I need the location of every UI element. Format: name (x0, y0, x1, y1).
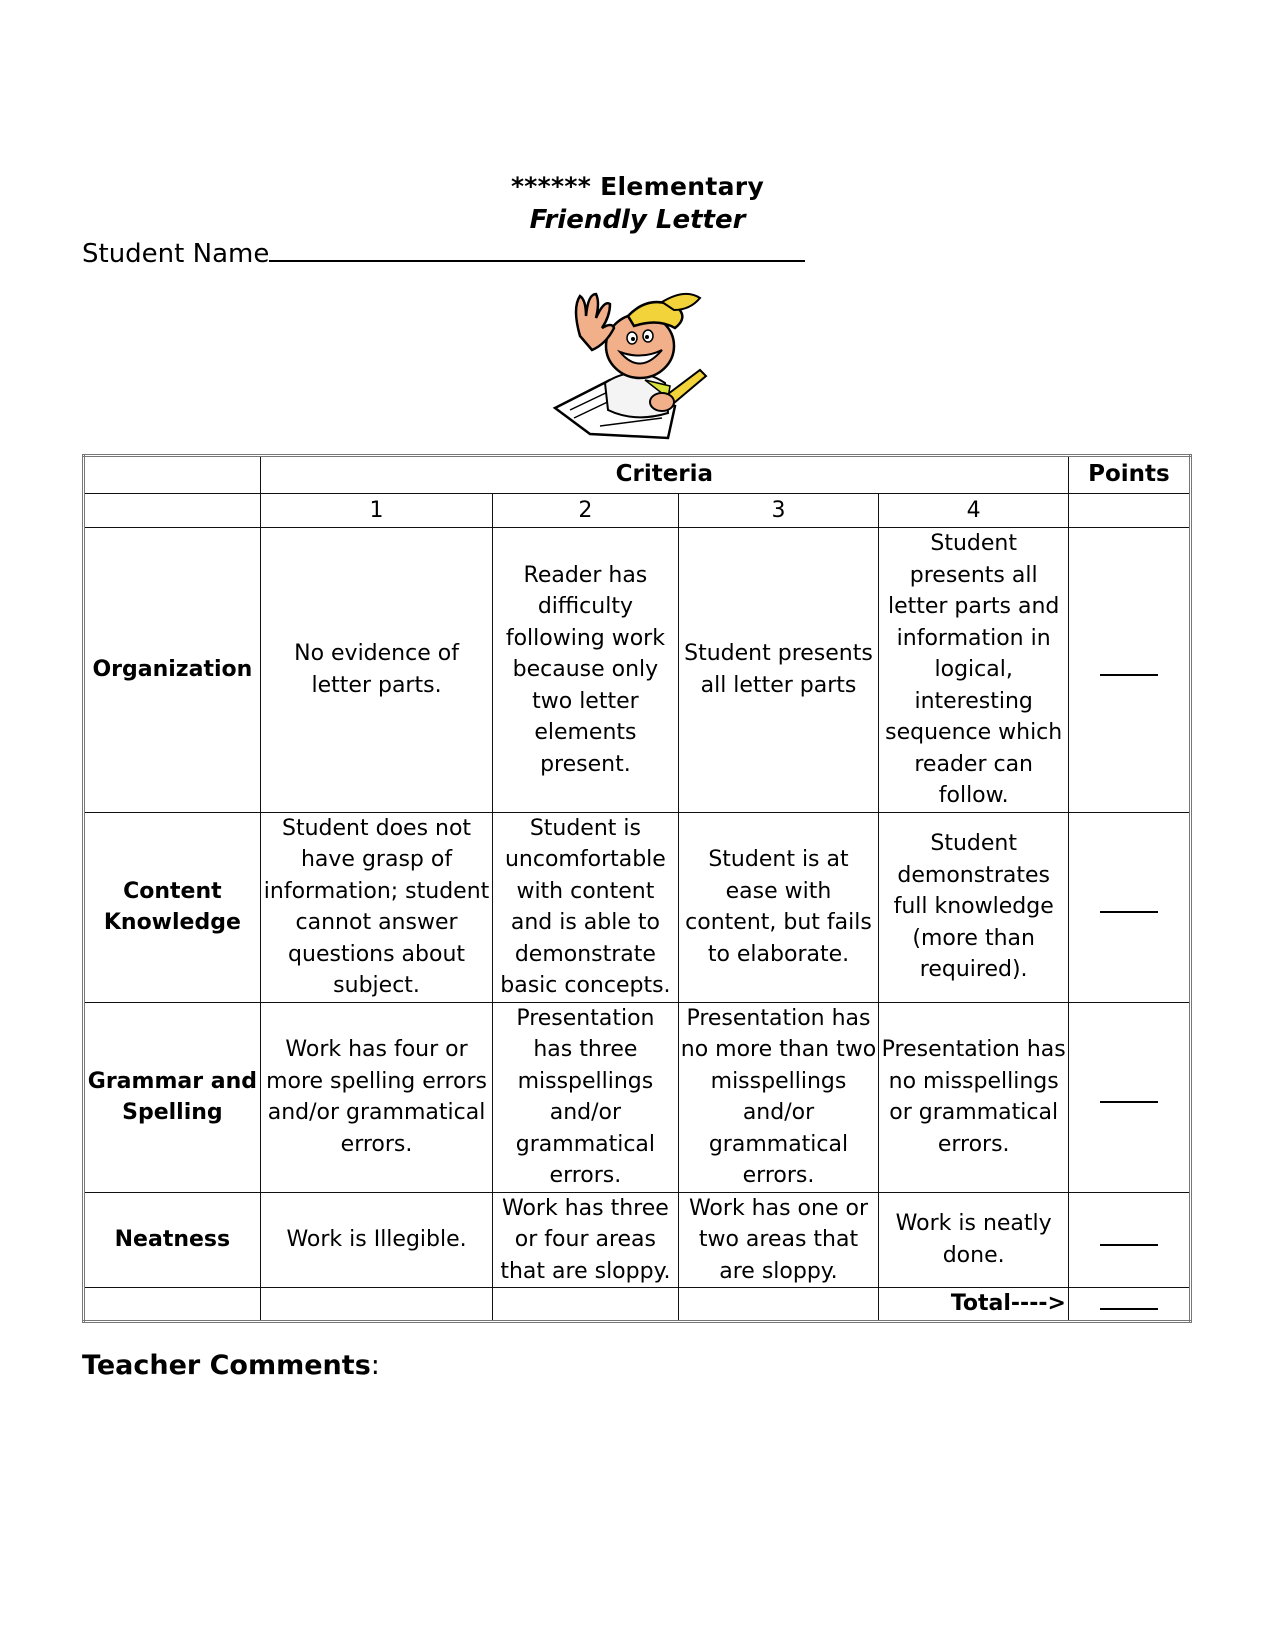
total-label: Total----> (879, 1288, 1068, 1322)
student-writing-clipart-icon (550, 288, 720, 443)
header-empty-cell (84, 456, 261, 494)
points-blank-organization[interactable] (1068, 528, 1190, 813)
category-grammar-spelling: Grammar and Spelling (84, 1002, 261, 1192)
rubric-cell: Student is uncomfortable with content and is able to demonstrate basic concepts. (493, 812, 678, 1002)
rubric-cell: Presentation has no misspellings or grammatical errors. (879, 1002, 1068, 1192)
rubric-cell: Work has three or four areas that are sloppy. (493, 1192, 678, 1288)
rubric-header-row (84, 456, 1191, 494)
level-2-header: 2 (493, 494, 678, 528)
total-empty-cell (260, 1288, 493, 1322)
points-blank-content-knowledge[interactable] (1068, 812, 1190, 1002)
table-row-content-knowledge (84, 812, 1191, 1002)
student-name-label: Student Name (82, 239, 270, 269)
document-subtitle: Friendly Letter (529, 205, 746, 235)
total-empty-cell (493, 1288, 678, 1322)
total-points-blank[interactable] (1068, 1288, 1190, 1322)
teacher-comments-heading (82, 1350, 380, 1381)
rubric-cell: Student is at ease with content, but fails to elaborate. (678, 812, 879, 1002)
student-name-line[interactable] (269, 238, 805, 262)
total-empty-cell (678, 1288, 879, 1322)
level-3-header: 3 (678, 494, 879, 528)
level-1-header: 1 (260, 494, 493, 528)
category-content-knowledge: Content Knowledge (84, 812, 261, 1002)
teacher-comments-colon: : (370, 1350, 380, 1381)
rubric-cell: Work has four or more spelling errors and/or grammatical errors. (260, 1002, 493, 1192)
rubric-cell: Student demonstrates full knowledge (more than required). (879, 812, 1068, 1002)
total-empty-cell (84, 1288, 261, 1322)
rubric-cell: Reader has difficulty following work because only two letter elements present. (493, 528, 678, 813)
levels-empty-cell (84, 494, 261, 528)
rubric-cell: Student presents all letter parts (678, 528, 879, 813)
rubric-table (82, 454, 1192, 1323)
criteria-header: Criteria (260, 456, 1068, 494)
rubric-cell: No evidence of letter parts. (260, 528, 493, 813)
rubric-cell: Work is Illegible. (260, 1192, 493, 1288)
rubric-cell: Student does not have grasp of information; student cannot answer questions about subject. (260, 812, 493, 1002)
table-row-grammar-spelling (84, 1002, 1191, 1192)
rubric-cell: Presentation has three misspellings and/or grammatical errors. (493, 1002, 678, 1192)
teacher-comments-label: Teacher Comments (82, 1350, 371, 1381)
rubric-cell: Presentation has no more than two misspellings and/or grammatical errors. (678, 1002, 879, 1192)
points-blank-grammar-spelling[interactable] (1068, 1002, 1190, 1192)
category-organization: Organization (84, 528, 261, 813)
school-title: ****** Elementary (510, 172, 765, 201)
category-neatness: Neatness (84, 1192, 261, 1288)
rubric-cell: Work is neatly done. (879, 1192, 1068, 1288)
student-name-field[interactable] (82, 238, 805, 269)
levels-points-cell (1068, 494, 1190, 528)
levels-row (84, 494, 1191, 528)
points-blank-neatness[interactable] (1068, 1192, 1190, 1288)
points-header: Points (1068, 456, 1190, 494)
total-row (84, 1288, 1191, 1322)
rubric-cell: Student presents all letter parts and information in logical, interesting sequence which reader can follow. (879, 528, 1068, 813)
level-4-header: 4 (879, 494, 1068, 528)
table-row-neatness (84, 1192, 1191, 1288)
table-row-organization (84, 528, 1191, 813)
rubric-cell: Work has one or two areas that are sloppy. (678, 1192, 879, 1288)
